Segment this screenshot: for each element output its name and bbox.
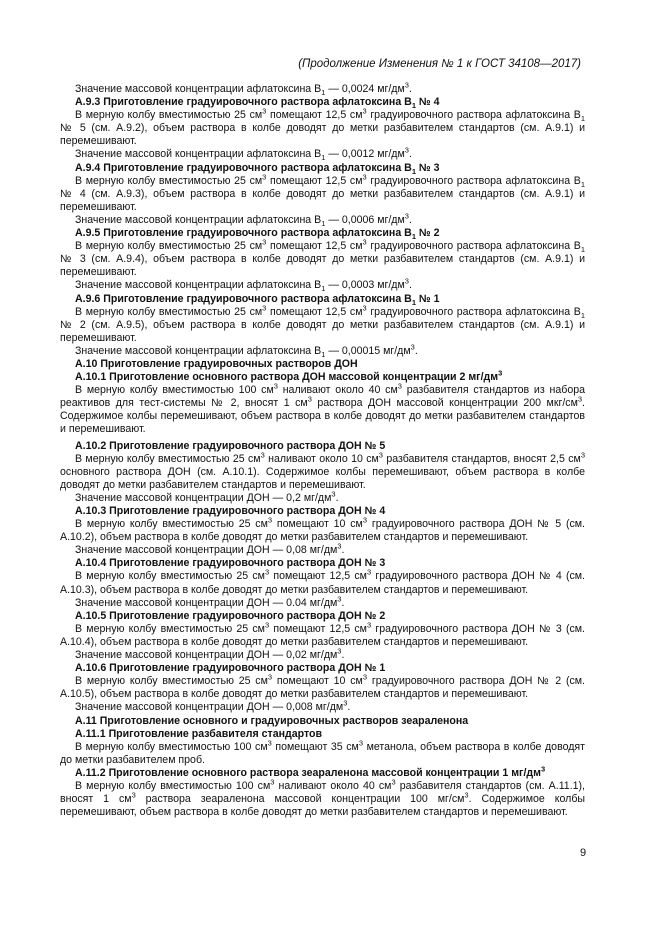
text-run: помещают 12,5 см [266, 174, 363, 187]
paragraph [60, 450, 585, 492]
superscript: 3 [362, 303, 367, 313]
text-run: А.9.3 Приготовление градуировочного раствора афлатоксина B [75, 96, 412, 109]
subscript: 1 [411, 297, 416, 307]
text-run: Значение массовой концентрации афлатоксина B [75, 279, 322, 292]
text-run: градуировочного раствора ДОН № 4 (см. А.10.3), объем раствора в колбе доводят до метки разбавителем стандартов и перемешивают. [60, 570, 585, 596]
superscript: 3 [260, 450, 265, 460]
paragraph [60, 489, 585, 505]
section-heading [60, 728, 585, 741]
section-heading [60, 293, 585, 306]
subscript: 1 [321, 219, 326, 229]
superscript: 3 [267, 738, 272, 748]
superscript: 3 [267, 515, 273, 525]
text-run: основного раствора ДОН (см. А.10.1). Содержимое колбы перемешивают, объем раствора в колбе доводят до метки разбавителем стандартов и перемешивают. [60, 465, 585, 491]
superscript: 3 [262, 303, 267, 313]
text-run: А.10.2 Приготовление градуировочного раствора ДОН № 5 [75, 439, 386, 452]
text-run: В мерную колбу вместимостью 25 см [75, 570, 265, 583]
text-run: А.10.4 Приготовление градуировочного раствора ДОН № 3 [75, 557, 386, 570]
superscript: 3 [397, 381, 402, 391]
text-run: . [341, 544, 345, 557]
section-heading [60, 715, 585, 728]
text-run: градуировочного раствора афлатоксина B [366, 240, 581, 253]
page-number: 9 [580, 847, 587, 859]
paragraph [60, 381, 585, 436]
paragraph [60, 106, 585, 148]
section-heading [60, 440, 585, 453]
superscript: 3 [404, 276, 409, 286]
paragraph [60, 541, 585, 557]
subscript: 1 [580, 114, 585, 124]
superscript: 3 [362, 106, 367, 116]
text-run: наливают около 40 см [277, 384, 398, 397]
text-run: Значение массовой концентрации афлатоксина B [75, 148, 322, 161]
section-heading [60, 505, 585, 518]
text-run: . [347, 701, 351, 714]
superscript: 3 [264, 620, 270, 630]
superscript: 3 [331, 489, 336, 499]
text-run: . Содержимое колбы перемешивают, объем раствора в колбе доводят до метки разбавителем стандартов и перемешивают. [60, 397, 585, 436]
text-run: Значение массовой концентрации афлатоксина B [75, 213, 322, 226]
superscript: 3 [404, 80, 409, 90]
text-run: градуировочного раствора афлатоксина B [366, 305, 581, 318]
text-run: . [408, 279, 412, 292]
text-run: А.11 Приготовление основного и градуировочных растворов зеараленона [75, 714, 469, 727]
superscript: 3 [362, 172, 367, 182]
paragraph [60, 342, 585, 359]
superscript: 3 [362, 515, 368, 525]
text-run: В мерную колбу вместимостью 100 см [75, 740, 268, 753]
text-run: А.10.3 Приготовление градуировочного раствора ДОН № 4 [75, 505, 386, 517]
text-run: градуировочного раствора ДОН № 5 (см. А.10.2), объем раствора в колбе доводят до метки разбавителем стандартов и перемешивают. [60, 518, 585, 544]
text-run: наливают около 10 см [264, 452, 379, 465]
superscript: 3 [404, 145, 409, 155]
superscript: 3 [267, 672, 273, 682]
text-run: В мерную колбу вместимостью 100 см [75, 779, 271, 792]
text-run: помещают 12,5 см [269, 622, 367, 635]
subscript: 1 [321, 349, 326, 359]
superscript: 3 [540, 764, 546, 774]
superscript: 3 [366, 567, 372, 577]
superscript: 3 [404, 211, 409, 221]
superscript: 3 [410, 342, 415, 352]
subscript: 1 [580, 310, 585, 320]
text-run: — 0,0012 мг/дм [325, 148, 405, 161]
text-run: градуировочного раствора ДОН № 3 (см. А.10.4), объем раствора в колбе доводят до метки разбавителем стандартов и перемешивают. [60, 622, 585, 648]
text-run: . [414, 344, 418, 357]
subscript: 1 [411, 232, 416, 242]
text-run: А.10.5 Приготовление градуировочного раствора ДОН № 2 [75, 609, 386, 622]
text-run: А.11.2 Приготовление основного раствора зеараленона массовой концентрации 1 мг/дм [75, 766, 541, 779]
text-run: — 0,0006 мг/дм [325, 213, 405, 226]
paragraph [60, 515, 585, 544]
text-run: В мерную колбу вместимостью 25 см [75, 174, 263, 187]
text-run: . Содержимое колбы перемешивают, объем раствора в колбе доводят до метки разбавителем стандартов и перемешивают. [60, 793, 585, 819]
text-run: раствора зеараленона массовой концентрации 100 мг/см [135, 793, 465, 806]
text-run: метанола, объем раствора в колбе доводят до метки разбавителем проб. [60, 740, 586, 766]
paragraph [60, 303, 585, 345]
text-run: А.11.1 Приготовление разбавителя стандартов [75, 727, 323, 740]
text-run: градуировочного раствора ДОН № 2 (см. А.10.5), объем раствора в колбе доводят до метки разбавителем стандартов и перемешивают. [60, 675, 585, 701]
text-run: разбавителя стандартов, вносят 2,5 см [382, 452, 581, 465]
section-heading [60, 358, 585, 371]
section-heading [60, 96, 585, 109]
text-run: Значение массовой концентрации афлатоксина B [75, 344, 322, 357]
text-run: А.9.4 Приготовление градуировочного раствора афлатоксина B [75, 161, 412, 174]
superscript: 3 [391, 777, 396, 787]
superscript: 3 [366, 620, 372, 630]
text-run: помещают 10 см [272, 518, 363, 531]
text-run: В мерную колбу вместимостью 25 см [75, 675, 268, 688]
text-run: В мерную колбу вместимостью 25 см [75, 109, 263, 122]
text-run: № 5 (см. А.9.2), объем раствора в колбе доводят до метки разбавителем стандартов (см. А.9.1) и перемешивают. [60, 122, 585, 148]
text-run: Значение массовой концентрации ДОН — 0,08 мг/дм [75, 544, 338, 557]
text-run: . [341, 649, 345, 662]
superscript: 3 [264, 567, 270, 577]
superscript: 3 [464, 790, 469, 800]
text-run: Значение массовой концентрации ДОН — 0,02 мг/дм [75, 649, 338, 662]
superscript: 3 [337, 646, 342, 656]
text-run: В мерную колбу вместимостью 25 см [75, 452, 261, 465]
text-run: помещают 12,5 см [269, 570, 367, 583]
superscript: 3 [262, 106, 267, 116]
text-run: наливают около 40 см [274, 779, 392, 792]
text-run: № 4 (см. А.9.3), объем раствора в колбе доводят до метки разбавителем стандартов (см. А.9.1) и перемешивают. [60, 187, 585, 213]
section-heading [60, 662, 585, 675]
text-run: № 1 [415, 292, 440, 305]
subscript: 1 [321, 88, 326, 98]
paragraph [60, 738, 586, 767]
paragraph [60, 620, 585, 649]
text-run: . [408, 83, 412, 95]
paragraph [60, 698, 585, 714]
text-run: А.9.6 Приготовление градуировочного раствора афлатоксина B [75, 292, 412, 305]
paragraph [60, 646, 585, 662]
text-run: разбавителя стандартов из набора реактивов для тест-системы № 2, вносят 1 см [60, 384, 585, 410]
section-heading [60, 610, 585, 623]
text-run: Значение массовой концентрации ДОН — 0,2 мг/дм [75, 491, 332, 504]
text-run: помещают 12,5 см [266, 240, 363, 253]
text-run: разбавителя стандартов (см. А.11.1), вносят 1 см [60, 779, 585, 806]
text-run: А.10.1 Приготовление основного раствора ДОН массовой концентрации 2 мг/дм [75, 371, 499, 384]
paragraph [60, 672, 585, 701]
text-run: — 0,0003 мг/дм [325, 279, 405, 292]
section-heading [60, 368, 585, 384]
paragraph [60, 145, 585, 163]
section-heading [60, 764, 585, 780]
text-run: В мерную колбу вместимостью 100 см [75, 384, 274, 397]
text-run: . [408, 148, 412, 161]
text-run: . [335, 491, 339, 504]
text-run: — 0,0024 мг/дм [325, 83, 405, 95]
superscript: 3 [362, 237, 367, 247]
superscript: 3 [337, 594, 342, 604]
section-heading [60, 162, 585, 175]
superscript: 3 [307, 394, 312, 404]
page-header: (Продолжение Изменения № 1 к ГОСТ 34108—2017) [298, 58, 581, 70]
superscript: 3 [273, 381, 278, 391]
text-run: № 2 (см. А.9.5), объем раствора в колбе доводят до метки разбавителем стандартов (см. А.9.1) и перемешивают. [60, 318, 585, 344]
text-run: № 3 [415, 161, 440, 174]
subscript: 1 [411, 166, 416, 176]
superscript: 3 [262, 237, 267, 247]
text-run: помещают 35 см [271, 740, 359, 753]
text-run: В мерную колбу вместимостью 25 см [75, 518, 268, 531]
text-run: А.10 Приготовление градуировочных растворов ДОН [75, 357, 358, 370]
document-body [60, 80, 586, 819]
text-run: № 4 [415, 96, 440, 109]
text-run: Значение массовой концентрации ДОН — 0,008 мг/дм [75, 701, 344, 714]
text-run: № 2 [415, 227, 440, 240]
superscript: 3 [343, 698, 348, 708]
superscript: 3 [270, 777, 275, 787]
paragraph [60, 211, 585, 229]
paragraph [60, 237, 585, 279]
text-run: помещают 12,5 см [266, 305, 363, 318]
text-run: помещают 10 см [272, 675, 363, 688]
text-run: В мерную колбу вместимостью 25 см [75, 622, 265, 635]
subscript: 1 [321, 153, 326, 163]
text-run: градуировочного раствора афлатоксина B [366, 174, 581, 187]
subscript: 1 [580, 179, 585, 189]
text-run: . [341, 596, 345, 609]
superscript: 3 [262, 172, 267, 182]
superscript: 3 [358, 738, 364, 748]
text-run: А.10.6 Приготовление градуировочного раствора ДОН № 1 [75, 662, 386, 675]
text-run: градуировочного раствора афлатоксина B [366, 109, 581, 122]
superscript: 3 [577, 394, 583, 404]
superscript: 3 [362, 672, 368, 682]
superscript: 3 [580, 450, 585, 460]
text-run: помещают 12,5 см [266, 109, 363, 122]
paragraph [60, 777, 585, 819]
text-run: В мерную колбу вместимостью 25 см [75, 240, 263, 253]
text-run: — 0,00015 мг/дм [325, 344, 411, 357]
paragraph [60, 594, 585, 610]
paragraph [60, 172, 585, 214]
text-run: В мерную колбу вместимостью 25 см [75, 305, 263, 318]
superscript: 3 [498, 368, 503, 378]
text-run: № 3 (см. А.9.4), объем раствора в колбе доводят до метки разбавителем стандартов (см. А.9.1) и перемешивают. [60, 253, 585, 279]
text-run: раствора ДОН массовой концентрации 200 мкг/см [311, 397, 578, 410]
paragraph [60, 80, 585, 98]
superscript: 3 [378, 450, 383, 460]
subscript: 1 [411, 101, 416, 111]
text-run: А.9.5 Приготовление градуировочного раствора афлатоксина B [75, 227, 412, 240]
text-run: Значение массовой концентрации афлатоксина B [75, 83, 322, 95]
section-heading [60, 557, 585, 570]
text-run: . [408, 213, 412, 226]
subscript: 1 [321, 284, 326, 294]
subscript: 1 [580, 245, 585, 255]
paragraph [60, 276, 585, 294]
superscript: 3 [337, 541, 342, 551]
text-run: Значение массовой концентрации ДОН — 0.04 мг/дм [75, 596, 338, 609]
section-heading [60, 227, 585, 240]
paragraph [60, 567, 585, 596]
superscript: 3 [131, 790, 136, 800]
